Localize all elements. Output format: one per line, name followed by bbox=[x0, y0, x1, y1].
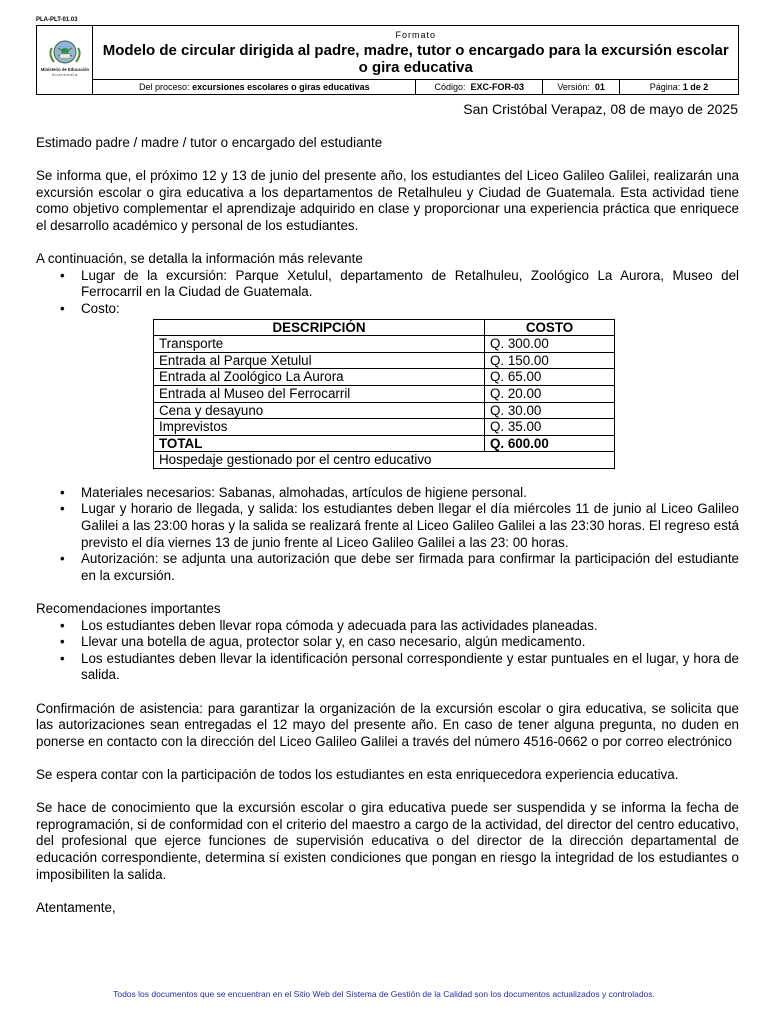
list-item: • Los estudiantes deben llevar la identificación personal correspondiente y estar puntuales en el lugar, y hora de salida. bbox=[81, 651, 739, 684]
table-row: Entrada al Zoológico La Aurora Q. 65.00 bbox=[154, 369, 615, 386]
document-header bbox=[36, 25, 739, 95]
form-type-label: Formato bbox=[395, 29, 436, 40]
letter-body bbox=[36, 135, 739, 916]
table-row: Transporte Q. 300.00 bbox=[154, 336, 615, 353]
table-row: Entrada al Parque Xetulul Q. 150.00 bbox=[154, 352, 615, 369]
document-title: Modelo de circular dirigida al padre, madre, tutor o encargado para la excursión escolar o gira educativa bbox=[102, 41, 729, 76]
guatemala-coat-of-arms-icon bbox=[38, 38, 92, 82]
document-code: PLA-PLT-01.03 bbox=[36, 17, 78, 23]
table-row: Entrada al Museo del Ferrocarril Q. 20.00 bbox=[154, 385, 615, 402]
list-item-authorization: • Autorización: se adjunta una autorización que debe ser firmada para confirmar la participación del estudiante en la excursión. bbox=[81, 551, 739, 584]
intro-paragraph: Se informa que, el próximo 12 y 13 de junio del presente año, los estudiantes del Liceo Galileo Galilei, realizarán una excursión escolar o gira educativa a los departamentos de Retalhuleu y Ciudad de Guatemala. Esta actividad tiene como objetivo complementar el aprendizaje adquirido en clase y proporcionar una experiencia práctica que enriquece el desarrollo académico y personal de los estudiantes. bbox=[36, 168, 739, 233]
footer-note: Todos los documentos que se encuentran en el Sitio Web del Sistema de Gestión de la Calidad son los documentos actualizados y controlados. bbox=[113, 989, 655, 999]
cost-table bbox=[153, 319, 615, 469]
table-row-total: TOTAL Q. 600.00 bbox=[154, 435, 615, 452]
code-cell: Código: EXC-FOR-03 bbox=[416, 80, 543, 95]
table-row: Cena y desayuno Q. 30.00 bbox=[154, 402, 615, 419]
svg-text:Guatemala: Guatemala bbox=[51, 73, 79, 77]
svg-text:Ministerio de Educación: Ministerio de Educación bbox=[40, 67, 89, 72]
greeting: Estimado padre / madre / tutor o encargado del estudiante bbox=[36, 135, 383, 150]
ministry-logo bbox=[37, 26, 93, 95]
list-item: • Los estudiantes deben llevar ropa cómoda y adecuada para las actividades planeadas. bbox=[81, 618, 739, 635]
list-item-materials: • Materiales necesarios: Sabanas, almohadas, artículos de higiene personal. bbox=[81, 485, 739, 502]
list-item-place: • Lugar de la excursión: Parque Xetulul, departamento de Retalhuleu, Zoológico La Aurora, Museo del Ferrocarril en la Ciudad de Guatemala. bbox=[81, 268, 739, 301]
info-heading: A continuación, se detalla la información más relevante bbox=[36, 251, 363, 267]
list-item-cost: • Costo: bbox=[81, 301, 739, 318]
page-cell: Página: 1 de 2 bbox=[619, 80, 738, 95]
table-header-description: DESCRIPCIÓN bbox=[154, 319, 485, 336]
list-item: • Llevar una botella de agua, protector solar y, en caso necesario, algún medicamento. bbox=[81, 634, 739, 651]
info-list-continued bbox=[36, 485, 739, 585]
confirmation-paragraph: Confirmación de asistencia: para garantizar la organización de la excursión escolar o gira educativa, se solicita que las autorizaciones sean entregadas el 12 mayo del presente año. En caso de tener alguna pregunta, no duden en ponerse en contacto con la dirección del Liceo Galileo Galilei a través del número 4516-0662 o por correo electrónico bbox=[36, 700, 739, 749]
info-list bbox=[36, 268, 739, 318]
recommendations-heading: Recomendaciones importantes bbox=[36, 601, 221, 617]
recommendations-list bbox=[36, 618, 739, 684]
letter-date: San Cristóbal Verapaz, 08 de mayo de 2025 bbox=[463, 101, 738, 117]
expectation-paragraph: Se espera contar con la participación de todos los estudiantes en esta enriquecedora experiencia educativa. bbox=[36, 766, 679, 782]
table-row-note: Hospedaje gestionado por el centro educativo bbox=[154, 452, 615, 469]
suspension-paragraph: Se hace de conocimiento que la excursión escolar o gira educativa puede ser suspendida y se informa la fecha de reprogramación, si de conformidad con el criterio del maestro a cargo de la actividad, del director del centro educativo, del profesional que ejerce funciones de supervisión educativa o del director de la dirección departamental de educación correspondiente, determina sí existen condiciones que pongan en riesgo la integridad de los estudiantes o imposibiliten la salida. bbox=[36, 800, 739, 882]
process-cell: Del proceso: excursiones escolares o giras educativas bbox=[93, 80, 416, 95]
closing: Atentamente, bbox=[36, 899, 116, 915]
table-row: Imprevistos Q. 35.00 bbox=[154, 419, 615, 436]
list-item-schedule: • Lugar y horario de llegada, y salida: los estudiantes deben llegar el día miércoles 11 de junio al Liceo Galileo Galilei a las 23:00 horas y la salida se realizará frente al Liceo Galileo Galilei a las 23:30 horas. El regreso está previsto el día viernes 13 de junio frente al Liceo Galileo Galilei a las 23: 00 horas. bbox=[81, 501, 739, 551]
table-header-cost: COSTO bbox=[485, 319, 615, 336]
version-cell: Versión: 01 bbox=[543, 80, 620, 95]
